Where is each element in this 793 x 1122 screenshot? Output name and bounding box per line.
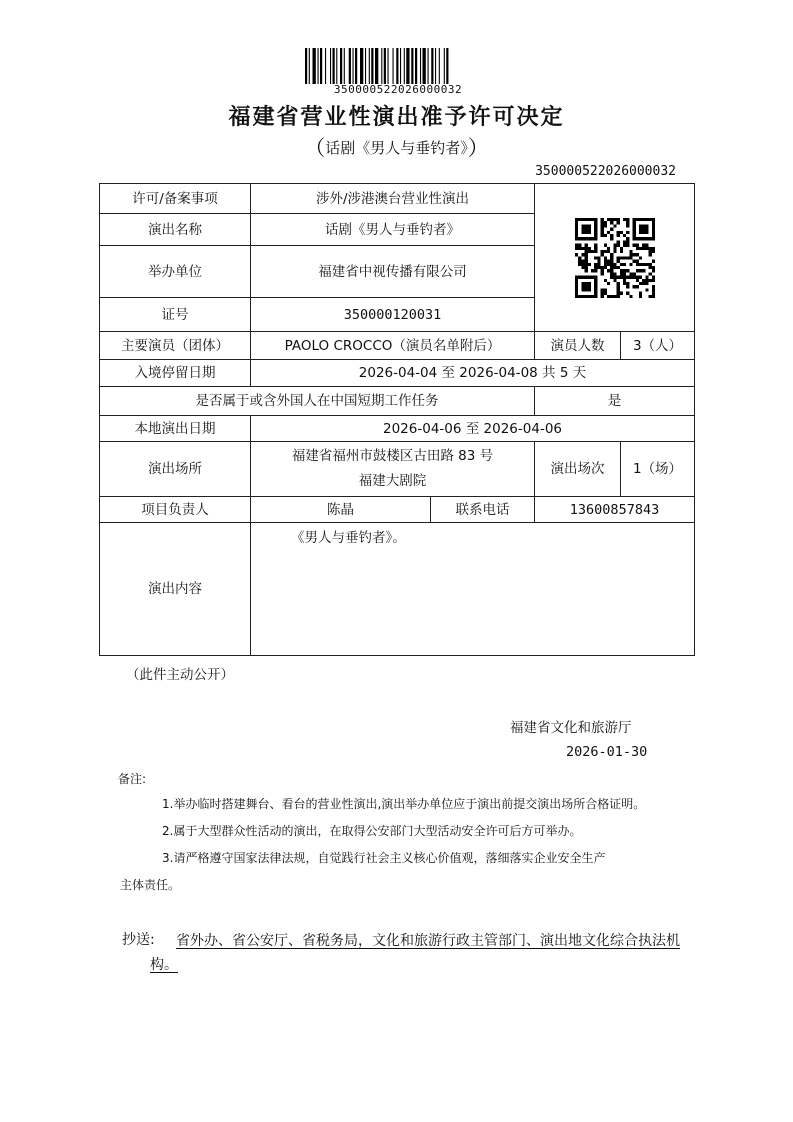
qr-area xyxy=(535,184,694,332)
license-type-value: 涉外/涉港澳台营业性演出 xyxy=(251,184,535,214)
barcode xyxy=(305,48,491,84)
note-3: 3.请严格遵守国家法律法规，自觉践行社会主义核心价值观，落细落实企业安全生产 xyxy=(162,851,606,865)
short-term-work-label: 是否属于或含外国人在中国短期工作任务 xyxy=(100,387,535,416)
note-2: 2.属于大型群众性活动的演出，在取得公安部门大型活动安全许可后方可举办。 xyxy=(162,824,582,838)
organizer-value: 福建省中视传播有限公司 xyxy=(251,246,535,298)
local-dates-value: 2026-04-06 至 2026-04-06 xyxy=(251,416,694,442)
venue-line-1: 福建省福州市鼓楼区古田路 83 号 xyxy=(291,448,494,464)
venue-line-2: 福建大剧院 xyxy=(358,473,427,489)
content-label: 演出内容 xyxy=(100,523,251,655)
show-name-label: 演出名称 xyxy=(100,214,251,246)
venue-value xyxy=(251,442,535,497)
venue-label: 演出场所 xyxy=(100,442,251,497)
note-1: 1.举办临时搭建舞台、看台的营业性演出,演出举办单位应于演出前提交演出场所合格证明。 xyxy=(162,797,646,811)
sessions-value: 1（场） xyxy=(621,442,694,497)
cert-no-label: 证号 xyxy=(100,298,251,332)
cert-no-value: 350000120031 xyxy=(251,298,535,332)
note-3-continued: 主体责任。 xyxy=(120,878,181,892)
document-subtitle: （话剧《男人与垂钓者》） xyxy=(304,136,489,160)
qr-code-icon xyxy=(575,218,655,298)
short-term-work-value: 是 xyxy=(535,387,694,416)
phone-label: 联系电话 xyxy=(431,497,535,523)
phone-value: 13600857843 xyxy=(535,497,694,523)
cc-label: 抄送: xyxy=(122,932,155,948)
organizer-label: 举办单位 xyxy=(100,246,251,298)
performer-count-value: 3（人） xyxy=(621,332,694,360)
issue-date: 2026-01-30 xyxy=(566,744,648,760)
public-notice: （此件主动公开） xyxy=(126,667,234,683)
content-value: 《男人与垂钓者》。 xyxy=(291,530,406,546)
license-table xyxy=(99,183,695,656)
document-title: 福建省营业性演出准予许可决定 xyxy=(228,105,565,130)
document-number: 350000522026000032 xyxy=(535,164,676,179)
notes-title: 备注: xyxy=(118,772,147,786)
subtitle-text: 话剧《男人与垂钓者》 xyxy=(325,139,468,157)
cc-recipients-text: 省外办、省公安厅、省税务局，文化和旅游行政主管部门、演出地文化综合执法机构。 xyxy=(150,933,680,973)
show-name-value: 话剧《男人与垂钓者》 xyxy=(251,214,535,246)
stay-dates-label: 入境停留日期 xyxy=(100,360,251,387)
barcode-number: 350000522026000032 xyxy=(333,83,463,96)
performer-count-label: 演员人数 xyxy=(535,332,621,360)
local-dates-label: 本地演出日期 xyxy=(100,416,251,442)
main-performer-value: PAOLO CROCCO（演员名单附后） xyxy=(251,332,535,360)
cc-recipients xyxy=(150,929,690,977)
issuing-authority: 福建省文化和旅游厅 xyxy=(510,720,632,736)
manager-label: 项目负责人 xyxy=(100,497,251,523)
sessions-label: 演出场次 xyxy=(535,442,621,497)
manager-value: 陈晶 xyxy=(251,497,431,523)
license-type-label: 许可/备案事项 xyxy=(100,184,251,214)
main-performer-label: 主要演员（团体） xyxy=(100,332,251,360)
stay-dates-value: 2026-04-04 至 2026-04-08 共 5 天 xyxy=(251,360,694,387)
